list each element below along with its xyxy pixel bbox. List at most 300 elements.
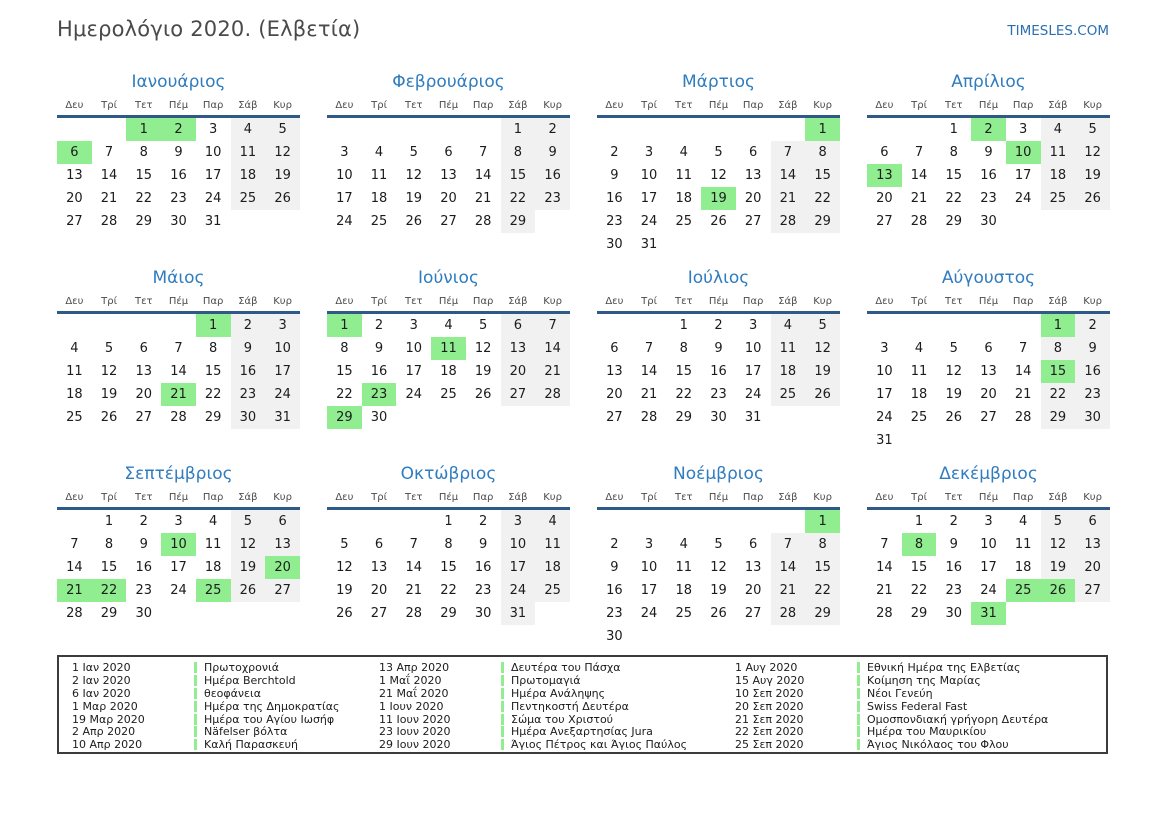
month-title: Νοέμβριος bbox=[673, 464, 764, 484]
day-cell: 7 bbox=[644, 341, 654, 356]
holiday-marker-icon bbox=[857, 714, 860, 725]
weekday-header: Δευ bbox=[597, 292, 632, 313]
day-cell: 18 bbox=[1041, 164, 1076, 187]
weekday-header: Παρ bbox=[196, 96, 231, 117]
day-cell bbox=[92, 117, 127, 142]
weekday-header: Σάβ bbox=[231, 96, 266, 117]
day-cell bbox=[1075, 602, 1110, 625]
day-cell: 29 bbox=[1041, 406, 1076, 429]
weekday-header: Κυρ bbox=[805, 96, 840, 117]
day-cell: 19 bbox=[1041, 556, 1076, 579]
legend-label: Ομοσπονδιακή γρήγορη Δευτέρα bbox=[867, 712, 1049, 726]
day-cell: 5 bbox=[1041, 509, 1076, 534]
day-cell: 20 bbox=[744, 583, 762, 598]
day-cell: 16 bbox=[170, 168, 187, 183]
holiday-marker-icon bbox=[194, 688, 197, 699]
day-cell: 22 bbox=[805, 187, 840, 210]
day-cell: 7 bbox=[535, 313, 570, 338]
day-cell: 14 bbox=[474, 168, 492, 183]
month-9 bbox=[57, 462, 300, 658]
day-cell: 12 bbox=[100, 364, 118, 379]
month-table bbox=[57, 488, 300, 625]
day-cell bbox=[431, 117, 466, 142]
weekday-header: Τετ bbox=[666, 96, 701, 117]
legend-entry bbox=[72, 725, 379, 738]
weekday-header: Κυρ bbox=[535, 96, 570, 117]
day-cell: 20 bbox=[66, 191, 83, 206]
day-cell: 22 bbox=[204, 387, 222, 402]
holiday-marker-icon bbox=[501, 714, 504, 725]
weekday-header: Τρί bbox=[902, 96, 937, 117]
legend-date: 22 Σεπ 2020 bbox=[735, 725, 804, 739]
weekday-header: Τρί bbox=[632, 488, 667, 509]
day-cell: 30 bbox=[606, 629, 623, 644]
weekday-header: Πέμ bbox=[701, 292, 736, 313]
day-cell: 27 bbox=[744, 606, 762, 621]
month-8 bbox=[867, 266, 1110, 462]
day-cell: 26 bbox=[1041, 579, 1076, 602]
day-cell: 17 bbox=[1014, 168, 1032, 183]
holiday-marker-icon bbox=[194, 739, 197, 750]
day-cell: 17 bbox=[204, 168, 222, 183]
legend-date: 1 Αυγ 2020 bbox=[735, 660, 798, 674]
day-cell: 7 bbox=[174, 341, 183, 356]
day-cell: 24 bbox=[170, 583, 187, 598]
day-cell: 4 bbox=[771, 313, 806, 338]
day-cell bbox=[57, 117, 92, 142]
day-cell: 23 bbox=[535, 187, 570, 210]
day-cell: 2 bbox=[231, 313, 266, 338]
legend-entry bbox=[735, 661, 1106, 674]
day-cell: 15 bbox=[1041, 360, 1076, 383]
day-cell: 28 bbox=[1014, 410, 1032, 425]
day-cell: 28 bbox=[66, 606, 83, 621]
day-cell: 2 bbox=[949, 514, 958, 529]
day-cell: 13 bbox=[135, 364, 153, 379]
day-cell: 8 bbox=[209, 341, 218, 356]
day-cell: 31 bbox=[876, 433, 893, 448]
day-cell: 12 bbox=[945, 364, 963, 379]
day-cell: 10 bbox=[876, 364, 893, 379]
legend-label: Näfelser βόλτα bbox=[204, 725, 288, 739]
month-title: Απρίλιος bbox=[951, 72, 1026, 92]
day-cell: 6 bbox=[880, 145, 889, 160]
day-cell: 6 bbox=[444, 145, 453, 160]
day-cell: 22 bbox=[501, 187, 536, 210]
site-link[interactable]: TIMESLES.COM bbox=[1007, 23, 1109, 39]
month-table bbox=[867, 292, 1110, 452]
legend-entry bbox=[379, 713, 735, 726]
day-cell: 3 bbox=[340, 145, 349, 160]
month-table bbox=[867, 488, 1110, 625]
day-cell: 10 bbox=[265, 337, 300, 360]
holiday-marker-icon bbox=[501, 739, 504, 750]
day-cell: 31 bbox=[971, 602, 1006, 625]
day-cell: 16 bbox=[606, 583, 623, 598]
day-cell: 30 bbox=[135, 606, 153, 621]
legend-date: 29 Ιουν 2020 bbox=[379, 738, 451, 752]
legend-entry bbox=[72, 674, 379, 687]
day-cell bbox=[1006, 429, 1041, 452]
day-cell: 15 bbox=[805, 556, 840, 579]
day-cell: 17 bbox=[640, 191, 658, 206]
month-table bbox=[597, 488, 840, 648]
day-cell: 23 bbox=[606, 214, 623, 229]
weekday-header: Κυρ bbox=[265, 96, 300, 117]
day-cell: 20 bbox=[1075, 556, 1110, 579]
day-cell: 22 bbox=[336, 387, 353, 402]
month-title: Αύγουστος bbox=[941, 268, 1036, 288]
weekday-header: Σάβ bbox=[771, 292, 806, 313]
weekday-header: Τετ bbox=[126, 488, 161, 509]
day-cell: 29 bbox=[327, 406, 362, 429]
day-cell: 8 bbox=[1041, 337, 1076, 360]
day-cell: 4 bbox=[679, 537, 688, 552]
day-cell: 4 bbox=[209, 514, 218, 529]
day-cell: 11 bbox=[675, 560, 693, 575]
day-cell: 7 bbox=[914, 145, 924, 160]
day-cell: 18 bbox=[675, 583, 693, 598]
day-cell: 18 bbox=[440, 364, 457, 379]
day-cell: 19 bbox=[1075, 164, 1110, 187]
weekday-header: Δευ bbox=[57, 96, 92, 117]
weekday-header: Κυρ bbox=[1075, 96, 1110, 117]
day-cell: 19 bbox=[701, 187, 736, 210]
day-cell bbox=[867, 509, 902, 534]
day-cell: 14 bbox=[66, 560, 83, 575]
day-cell: 11 bbox=[431, 337, 466, 360]
day-cell: 31 bbox=[640, 237, 658, 252]
day-cell: 30 bbox=[980, 214, 997, 229]
day-cell: 28 bbox=[100, 214, 118, 229]
day-cell: 21 bbox=[474, 191, 492, 206]
holiday-marker-icon bbox=[501, 675, 504, 686]
day-cell: 14 bbox=[170, 364, 187, 379]
day-cell bbox=[327, 509, 362, 534]
day-cell: 12 bbox=[336, 560, 353, 575]
day-cell: 17 bbox=[336, 191, 353, 206]
day-cell: 23 bbox=[170, 191, 187, 206]
holiday-marker-icon bbox=[857, 688, 860, 699]
day-cell: 18 bbox=[910, 387, 928, 402]
day-cell: 21 bbox=[100, 191, 118, 206]
day-cell: 11 bbox=[231, 141, 266, 164]
day-cell: 4 bbox=[444, 318, 453, 333]
day-cell: 6 bbox=[749, 537, 758, 552]
day-cell: 30 bbox=[606, 237, 623, 252]
day-cell: 1 bbox=[914, 514, 924, 529]
day-cell bbox=[902, 117, 937, 142]
day-cell: 1 bbox=[501, 117, 536, 142]
day-cell: 11 bbox=[204, 537, 222, 552]
day-cell: 10 bbox=[161, 533, 196, 556]
day-cell: 27 bbox=[606, 410, 623, 425]
weekday-header: Δευ bbox=[597, 488, 632, 509]
day-cell: 29 bbox=[675, 410, 693, 425]
day-cell: 7 bbox=[1019, 341, 1028, 356]
legend-date: 10 Σεπ 2020 bbox=[735, 686, 804, 700]
weekday-header: Τετ bbox=[936, 488, 971, 509]
weekday-header: Κυρ bbox=[805, 292, 840, 313]
weekday-header: Σάβ bbox=[501, 488, 536, 509]
day-cell: 6 bbox=[57, 141, 92, 164]
legend-entry bbox=[72, 687, 379, 700]
day-cell: 19 bbox=[405, 191, 423, 206]
legend-label: Δευτέρα του Πάσχα bbox=[511, 660, 621, 674]
day-cell: 8 bbox=[104, 537, 114, 552]
weekday-header: Κυρ bbox=[265, 488, 300, 509]
weekday-header: Σάβ bbox=[501, 292, 536, 313]
day-cell: 16 bbox=[945, 560, 963, 575]
day-cell bbox=[1041, 429, 1076, 452]
day-cell: 13 bbox=[744, 168, 762, 183]
day-cell: 19 bbox=[805, 360, 840, 383]
day-cell: 22 bbox=[92, 579, 127, 602]
holiday-marker-icon bbox=[857, 662, 860, 673]
day-cell: 8 bbox=[949, 145, 958, 160]
day-cell: 3 bbox=[174, 514, 183, 529]
day-cell: 18 bbox=[231, 164, 266, 187]
holiday-marker-icon bbox=[857, 701, 860, 712]
weekday-header: Πέμ bbox=[701, 96, 736, 117]
day-cell: 13 bbox=[501, 337, 536, 360]
day-cell: 8 bbox=[444, 537, 453, 552]
day-cell: 28 bbox=[771, 210, 806, 233]
day-cell: 17 bbox=[501, 556, 536, 579]
holiday-marker-icon bbox=[501, 726, 504, 737]
weekday-header: Κυρ bbox=[1075, 292, 1110, 313]
day-cell: 9 bbox=[479, 537, 488, 552]
month-5 bbox=[57, 266, 300, 462]
day-cell: 19 bbox=[336, 583, 353, 598]
day-cell bbox=[666, 117, 701, 142]
day-cell bbox=[362, 117, 397, 142]
day-cell: 1 bbox=[444, 514, 453, 529]
weekday-header: Τρί bbox=[902, 292, 937, 313]
day-cell: 7 bbox=[104, 145, 114, 160]
day-cell: 3 bbox=[265, 313, 300, 338]
day-cell: 7 bbox=[771, 141, 806, 164]
day-cell: 16 bbox=[231, 360, 266, 383]
month-table bbox=[867, 96, 1110, 233]
holiday-marker-icon bbox=[501, 662, 504, 673]
day-cell: 29 bbox=[440, 606, 457, 621]
month-6 bbox=[327, 266, 570, 462]
day-cell: 22 bbox=[805, 579, 840, 602]
day-cell: 2 bbox=[161, 117, 196, 142]
day-cell: 17 bbox=[876, 387, 893, 402]
legend-date: 19 Μαρ 2020 bbox=[72, 712, 145, 726]
day-cell bbox=[736, 233, 771, 256]
day-cell: 3 bbox=[749, 318, 758, 333]
month-3 bbox=[597, 70, 840, 266]
legend-date: 1 Μαΐ 2020 bbox=[379, 673, 442, 687]
day-cell: 27 bbox=[980, 410, 997, 425]
day-cell: 3 bbox=[1019, 122, 1028, 137]
day-cell: 30 bbox=[474, 606, 492, 621]
legend-label: Ημέρα του Μαυρικίου bbox=[867, 725, 987, 739]
day-cell: 9 bbox=[374, 341, 384, 356]
day-cell bbox=[535, 406, 570, 429]
day-cell: 31 bbox=[501, 602, 536, 625]
day-cell: 3 bbox=[501, 509, 536, 534]
day-cell bbox=[805, 406, 840, 429]
day-cell: 25 bbox=[910, 410, 928, 425]
day-cell: 21 bbox=[405, 583, 423, 598]
legend-date: 13 Απρ 2020 bbox=[379, 660, 450, 674]
weekday-header: Σάβ bbox=[1041, 292, 1076, 313]
day-cell: 15 bbox=[204, 364, 222, 379]
day-cell: 3 bbox=[409, 318, 418, 333]
day-cell bbox=[771, 117, 806, 142]
day-cell: 12 bbox=[231, 533, 266, 556]
day-cell: 15 bbox=[440, 560, 457, 575]
day-cell: 23 bbox=[945, 583, 963, 598]
day-cell: 4 bbox=[1019, 514, 1028, 529]
day-cell: 3 bbox=[984, 514, 993, 529]
day-cell bbox=[666, 233, 701, 256]
legend-entry bbox=[735, 713, 1106, 726]
weekday-header: Σάβ bbox=[231, 488, 266, 509]
day-cell: 17 bbox=[170, 560, 187, 575]
day-cell: 15 bbox=[675, 364, 693, 379]
day-cell: 28 bbox=[910, 214, 928, 229]
legend-label: Ημέρα Ανεξαρτησίας Jura bbox=[511, 725, 653, 739]
day-cell: 9 bbox=[984, 145, 993, 160]
day-cell: 29 bbox=[100, 606, 118, 621]
weekday-header: Τετ bbox=[396, 488, 431, 509]
weekday-header: Τρί bbox=[92, 488, 127, 509]
month-1 bbox=[57, 70, 300, 266]
holiday-marker-icon bbox=[501, 701, 504, 712]
day-cell bbox=[396, 509, 431, 534]
weekday-header: Παρ bbox=[466, 292, 501, 313]
legend-date: 20 Σεπ 2020 bbox=[735, 699, 804, 713]
month-title: Σεπτέμβριος bbox=[124, 464, 233, 484]
legend-label: Ημέρα Ανάληψης bbox=[511, 686, 606, 700]
day-cell: 25 bbox=[675, 606, 693, 621]
day-cell: 31 bbox=[744, 410, 762, 425]
month-table bbox=[57, 96, 300, 233]
day-cell: 30 bbox=[370, 410, 388, 425]
day-cell: 28 bbox=[474, 214, 492, 229]
weekday-header: Δευ bbox=[867, 292, 902, 313]
legend-date: 10 Απρ 2020 bbox=[72, 738, 143, 752]
day-cell: 1 bbox=[805, 509, 840, 534]
legend-label: Εθνική Ημέρα της Ελβετίας bbox=[867, 660, 1021, 674]
day-cell: 8 bbox=[902, 533, 937, 556]
day-cell: 30 bbox=[945, 606, 963, 621]
day-cell bbox=[1075, 429, 1110, 452]
weekday-header: Πέμ bbox=[431, 488, 466, 509]
day-cell: 26 bbox=[405, 214, 423, 229]
day-cell: 1 bbox=[104, 514, 114, 529]
day-cell: 12 bbox=[405, 168, 423, 183]
day-cell: 26 bbox=[805, 383, 840, 406]
day-cell: 5 bbox=[231, 509, 266, 534]
day-cell: 9 bbox=[535, 141, 570, 164]
day-cell bbox=[736, 625, 771, 648]
day-cell: 14 bbox=[405, 560, 423, 575]
weekday-header: Κυρ bbox=[265, 292, 300, 313]
weekday-header: Σάβ bbox=[771, 96, 806, 117]
legend-label: Πρωτομαγιά bbox=[511, 673, 581, 687]
weekday-header: Παρ bbox=[196, 292, 231, 313]
day-cell bbox=[867, 117, 902, 142]
day-cell: 24 bbox=[876, 410, 893, 425]
holiday-marker-icon bbox=[194, 662, 197, 673]
legend-date: 11 Ιουν 2020 bbox=[379, 712, 451, 726]
legend-entry bbox=[735, 725, 1106, 738]
day-cell bbox=[1006, 313, 1041, 338]
day-cell: 13 bbox=[606, 364, 623, 379]
day-cell bbox=[431, 406, 466, 429]
day-cell bbox=[501, 406, 536, 429]
day-cell bbox=[971, 429, 1006, 452]
day-cell: 2 bbox=[610, 145, 619, 160]
legend-entry bbox=[72, 700, 379, 713]
weekday-header: Παρ bbox=[466, 96, 501, 117]
day-cell: 7 bbox=[880, 537, 889, 552]
weekday-header: Τετ bbox=[936, 292, 971, 313]
legend-date: 2 Ιαν 2020 bbox=[72, 673, 131, 687]
day-cell: 27 bbox=[876, 214, 893, 229]
day-cell: 10 bbox=[405, 341, 423, 356]
day-cell: 7 bbox=[70, 537, 79, 552]
day-cell bbox=[1006, 602, 1041, 625]
day-cell: 25 bbox=[771, 383, 806, 406]
day-cell: 15 bbox=[501, 164, 536, 187]
day-cell: 28 bbox=[535, 383, 570, 406]
day-cell: 10 bbox=[204, 145, 222, 160]
weekday-header: Δευ bbox=[597, 96, 632, 117]
day-cell: 22 bbox=[910, 583, 928, 598]
day-cell: 25 bbox=[440, 387, 457, 402]
day-cell: 24 bbox=[204, 191, 222, 206]
day-cell: 9 bbox=[1075, 337, 1110, 360]
day-cell bbox=[632, 313, 667, 338]
month-table bbox=[597, 96, 840, 256]
legend-entry bbox=[735, 674, 1106, 687]
day-cell: 1 bbox=[126, 117, 161, 142]
weekday-header: Πέμ bbox=[431, 292, 466, 313]
day-cell: 16 bbox=[370, 364, 388, 379]
day-cell bbox=[92, 313, 127, 338]
legend-entry bbox=[379, 738, 735, 751]
day-cell: 11 bbox=[910, 364, 928, 379]
day-cell: 4 bbox=[231, 117, 266, 142]
day-cell: 4 bbox=[1041, 117, 1076, 142]
day-cell: 2 bbox=[535, 117, 570, 142]
day-cell: 24 bbox=[405, 387, 423, 402]
day-cell: 13 bbox=[744, 560, 762, 575]
legend-entry bbox=[379, 687, 735, 700]
weekday-header: Σάβ bbox=[501, 96, 536, 117]
day-cell: 23 bbox=[135, 583, 153, 598]
weekday-header: Τετ bbox=[666, 292, 701, 313]
day-cell: 17 bbox=[265, 360, 300, 383]
day-cell: 6 bbox=[265, 509, 300, 534]
legend-date: 6 Ιαν 2020 bbox=[72, 686, 131, 700]
legend-label: Καλή Παρασκευή bbox=[204, 738, 298, 752]
day-cell bbox=[535, 210, 570, 233]
day-cell: 30 bbox=[231, 406, 266, 429]
day-cell bbox=[161, 602, 196, 625]
day-cell: 14 bbox=[910, 168, 928, 183]
holiday-legend bbox=[57, 655, 1108, 754]
day-cell: 10 bbox=[501, 533, 536, 556]
day-cell: 1 bbox=[805, 117, 840, 142]
